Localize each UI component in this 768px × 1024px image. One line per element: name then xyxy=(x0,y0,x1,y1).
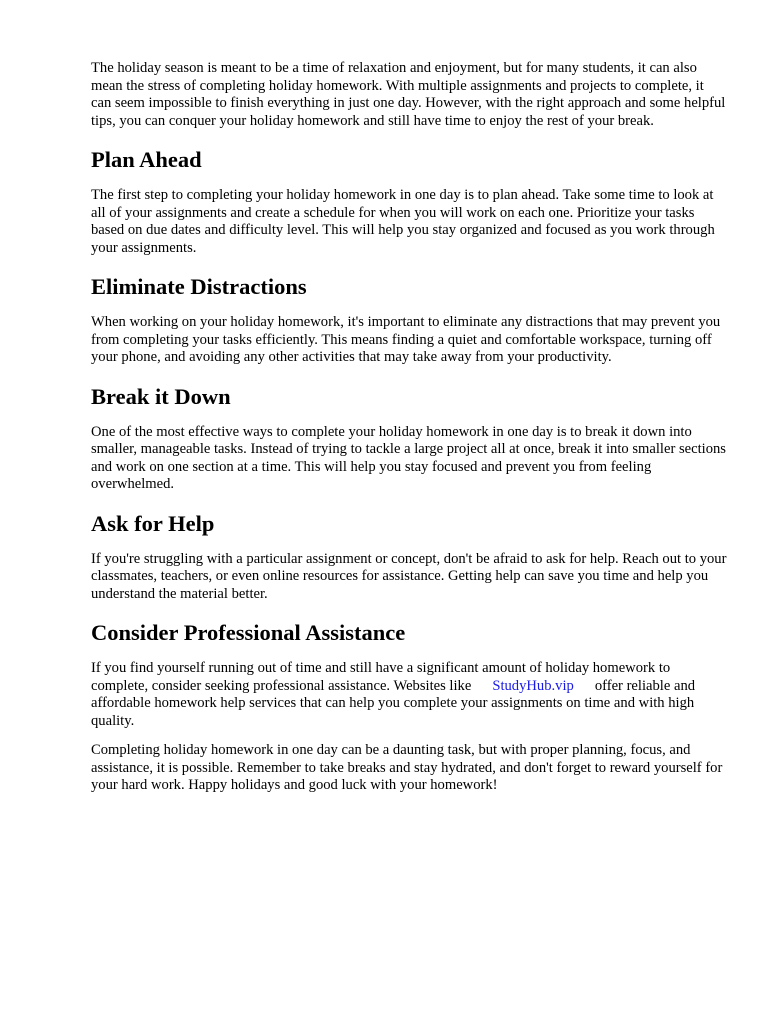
studyhub-link[interactable]: StudyHub.vip xyxy=(492,677,574,694)
heading-eliminate-distractions: Eliminate Distractions xyxy=(91,274,307,299)
heading-ask-for-help: Ask for Help xyxy=(91,510,215,536)
paragraph-break-it-down: One of the most effective ways to complete your holiday homework in one day is to break it down into smaller, manageable tasks. Instead of trying to tackle a large project all at once, break it into smaller sections and work on one section at a time. This will help you stay focused and prevent you from feeling overwhelmed. xyxy=(91,423,726,492)
paragraph-ask-for-help: If you're struggling with a particular assignment or concept, don't be afraid to ask for help. Reach out to your classmates, teachers, or even online resources for assistance. Getting help can save you time and help you understand the material better. xyxy=(91,550,727,602)
heading-plan-ahead: Plan Ahead xyxy=(91,147,202,172)
closing-paragraph: Completing holiday homework in one day can be a daunting task, but with proper planning, focus, and assistance, it is possible. Remember to take breaks and stay hydrated, and don't forget to reward yourself for your hard work. Happy holidays and good luck with your homework! xyxy=(91,742,723,793)
paragraph-professional-assistance xyxy=(91,660,727,730)
paragraph-eliminate-distractions: When working on your holiday homework, it's important to eliminate any distractions that may prevent you from completing your tasks efficiently. This means finding a quiet and comfortable workspace, turning off your phone, and avoiding any other activities that may take away from your productivity. xyxy=(91,314,721,365)
document-page xyxy=(91,60,727,795)
paragraph-plan-ahead: The first step to completing your holiday homework in one day is to plan ahead. Take some time to look at all of your assignments and create a schedule for when you will work on each one. Prioritize your tasks based on due dates and difficulty level. This will help you stay organized and focused as you work through your assignments. xyxy=(91,187,715,256)
heading-professional-assistance: Consider Professional Assistance xyxy=(91,620,406,645)
paragraph-text-before-link: If you find yourself running out of time and still have a significant amount of holiday homework to complete, consider seeking professional assistance. Websites like xyxy=(91,660,671,694)
intro-paragraph: The holiday season is meant to be a time of relaxation and enjoyment, but for many students, it can also mean the stress of completing holiday homework. With multiple assignments and projects to complete, it can seem impossible to finish everything in just one day. However, with the right approach and some helpful tips, you can conquer your holiday homework and still have time to enjoy the rest of your break. xyxy=(91,60,726,129)
heading-break-it-down: Break it Down xyxy=(91,383,231,409)
paragraph-text-after-link: offer reliable and affordable homework help services that can help you complete your assignments on time and with high quality. xyxy=(91,677,696,729)
